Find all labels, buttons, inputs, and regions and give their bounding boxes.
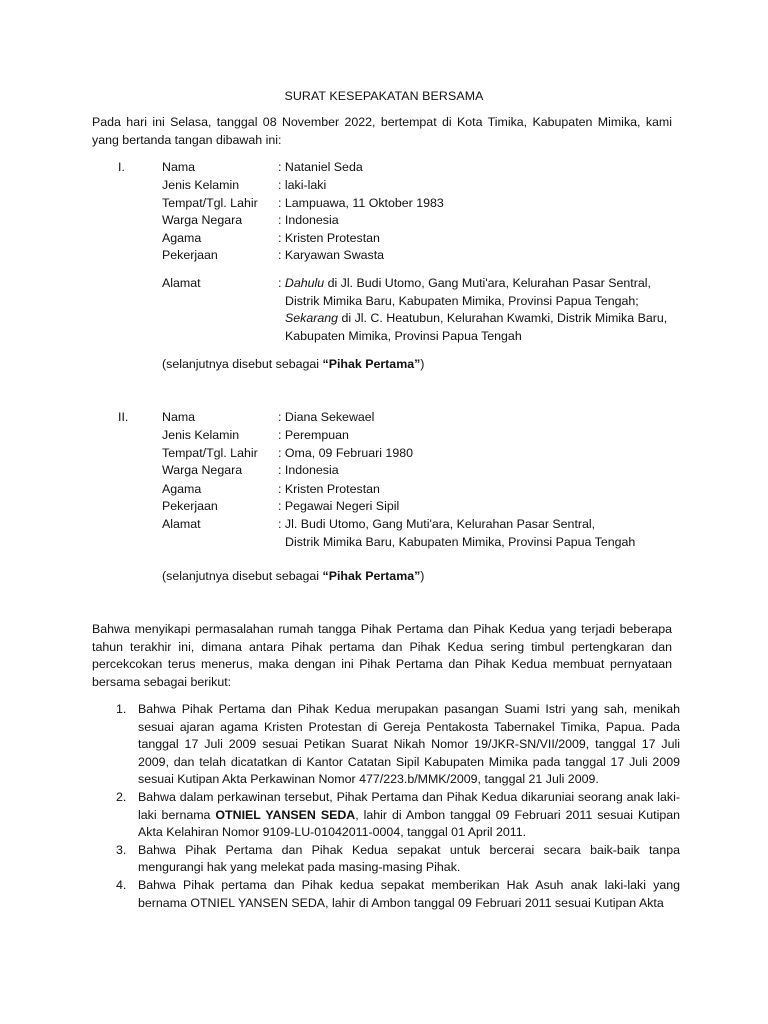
list-item	[92, 842, 680, 877]
party-2-occupation-label: Pekerjaan	[162, 499, 218, 513]
party-2-gender-label: Jenis Kelamin	[162, 428, 240, 442]
list-item-text: Bahwa dalam perkawinan tersebut, Pihak Pertama dan Pihak Kedua dikaruniai seorang anak laki-laki bernama	[138, 789, 680, 822]
designation-suffix: )	[420, 357, 425, 371]
list-item-text: Bahwa Pihak Pertama dan Pihak Kedua merupakan pasangan Suami Istri yang sah, menikah sesuai ajaran agama Kristen Protestan di Gereja Pentakosta Tabernakel Timika, Papua. Pada tanggal 17 Juli 2009 sesuai Petikan Suarat Nikah Nomor 19/JKR-SN/VII/2009, tanggal 17 Juli 2009, dan telah dicatatkan di Kantor Catatan Sipil Kabupaten Mimika pada tanggal 17 Juli 2009 sesuai Kutipan Akta Perkawinan Nomor 477/223.b/MMK/2009, tanggal 21 Juli 2009.	[138, 702, 680, 787]
list-item	[92, 789, 680, 842]
party-1-designation	[162, 356, 424, 374]
statement-paragraph: Bahwa menyikapi permasalahan rumah tangga Pihak Pertama dan Pihak Kedua yang terjadi beberapa tahun terakhir ini, dimana antara Pihak pertama dan Pihak Kedua sering timbul pertengkaran dan percekcokan terus menerus, maka dengan ini Pihak Pertama dan Pihak Kedua membuat pernyataan bersama sebagai berikut:	[92, 622, 672, 689]
designation-prefix: (selanjutnya disebut sebagai	[162, 357, 323, 371]
party-2-birth-value: : Oma, 09 Februari 1980	[278, 446, 413, 460]
list-item-number: 4.	[116, 877, 127, 892]
party-2-citizenship-label: Warga Negara	[162, 463, 243, 477]
address-line-1: : Jl. Budi Utomo, Gang Muti'ara, Kelurahan Pasar Sentral,	[278, 517, 596, 531]
list-item	[92, 877, 680, 912]
address-now-label: Sekarang	[285, 311, 339, 326]
party-1-numeral: I.	[118, 160, 125, 174]
list-item-number: 3.	[116, 842, 127, 857]
list-item-text: Bahwa Pihak Pertama dan Pihak Kedua sepakat untuk bercerai secara baik-baik tanpa mengurangi hak yang melekat pada masing-masing Pihak.	[138, 842, 680, 875]
designation-term: “Pihak Pertama”	[322, 357, 421, 371]
party-2-name-label: Nama	[162, 410, 196, 424]
party-1-occupation-label: Pekerjaan	[162, 248, 218, 262]
address-past-line-2: Distrik Mimika Baru, Kabupaten Mimika, Provinsi Papua Tengah;	[285, 293, 639, 308]
list-item-text: Bahwa Pihak pertama dan Pihak kedua sepakat memberikan Hak Asuh anak laki-laki yang bernama OTNIEL YANSEN SEDA, lahir di Ambon tanggal 09 Februari 2011 sesuai Kutipan Akta	[138, 877, 680, 910]
party-1-religion-value: : Kristen Protestan	[278, 231, 380, 245]
address-colon: :	[278, 276, 285, 290]
intro-paragraph: Pada hari ini Selasa, tanggal 08 November 2022, bertempat di Kota Timika, Kabupaten Mimika, kami yang bertanda tangan dibawah ini:	[92, 115, 672, 147]
party-2-address-label: Alamat	[162, 517, 201, 531]
list-item-text-cont: , lahir di Ambon tanggal 09 Februari 2011 sesuai Kutipan Akta Kelahiran Nomor 9109-LU-01042011-0004, tanggal 01 April 2011.	[138, 807, 680, 840]
address-past-label: Dahulu	[284, 276, 325, 290]
party-1-occupation-value: : Karyawan Swasta	[278, 248, 385, 262]
party-1-citizenship-value: : Indonesia	[278, 213, 339, 227]
party-1-address-value	[278, 275, 688, 345]
party-1-name-value: : Nataniel Seda	[278, 160, 363, 174]
party-2-citizenship-value: : Indonesia	[278, 463, 339, 477]
party-1-gender-label: Jenis Kelamin	[162, 178, 240, 192]
address-now-line-2: Kabupaten Mimika, Provinsi Papua Tengah	[285, 328, 522, 343]
address-now-line-1: di Jl. C. Heatubun, Kelurahan Kwamki, Distrik Mimika Baru,	[338, 311, 668, 326]
party-2-occupation-value: : Pegawai Negeri Sipil	[278, 499, 400, 513]
party-1-religion-label: Agama	[162, 231, 202, 245]
party-1-name-label: Nama	[162, 160, 196, 174]
party-2-gender-value: : Perempuan	[278, 428, 349, 442]
party-2-numeral: II.	[118, 410, 129, 424]
party-2-birth-label: Tempat/Tgl. Lahir	[162, 446, 258, 460]
party-2-religion-label: Agama	[162, 482, 202, 496]
address-past-line-1: di Jl. Budi Utomo, Gang Muti'ara, Kelurahan Pasar Sentral,	[324, 276, 651, 290]
party-1-birth-label: Tempat/Tgl. Lahir	[162, 196, 258, 210]
party-1-citizenship-label: Warga Negara	[162, 213, 243, 227]
party-2-designation	[162, 568, 424, 586]
designation-term: “Pihak Pertama”	[322, 569, 421, 583]
party-2-address-value	[278, 516, 688, 551]
list-item-number: 2.	[116, 789, 127, 804]
address-line-2: Distrik Mimika Baru, Kabupaten Mimika, Provinsi Papua Tengah	[285, 534, 636, 549]
designation-prefix: (selanjutnya disebut sebagai	[162, 569, 323, 583]
document-title: SURAT KESEPAKATAN BERSAMA	[284, 89, 484, 103]
party-2-religion-value: : Kristen Protestan	[278, 482, 380, 496]
agreement-list	[92, 701, 680, 912]
list-item-number: 1.	[116, 702, 127, 716]
party-1-birth-value: : Lampuawa, 11 Oktober 1983	[278, 196, 444, 210]
party-2-name-value: : Diana Sekewael	[278, 410, 375, 424]
child-name: OTNIEL YANSEN SEDA	[215, 807, 356, 822]
list-item	[92, 701, 680, 789]
party-1-gender-value: : laki-laki	[278, 178, 327, 192]
designation-suffix: )	[420, 569, 425, 583]
party-1-address-label: Alamat	[162, 276, 201, 290]
